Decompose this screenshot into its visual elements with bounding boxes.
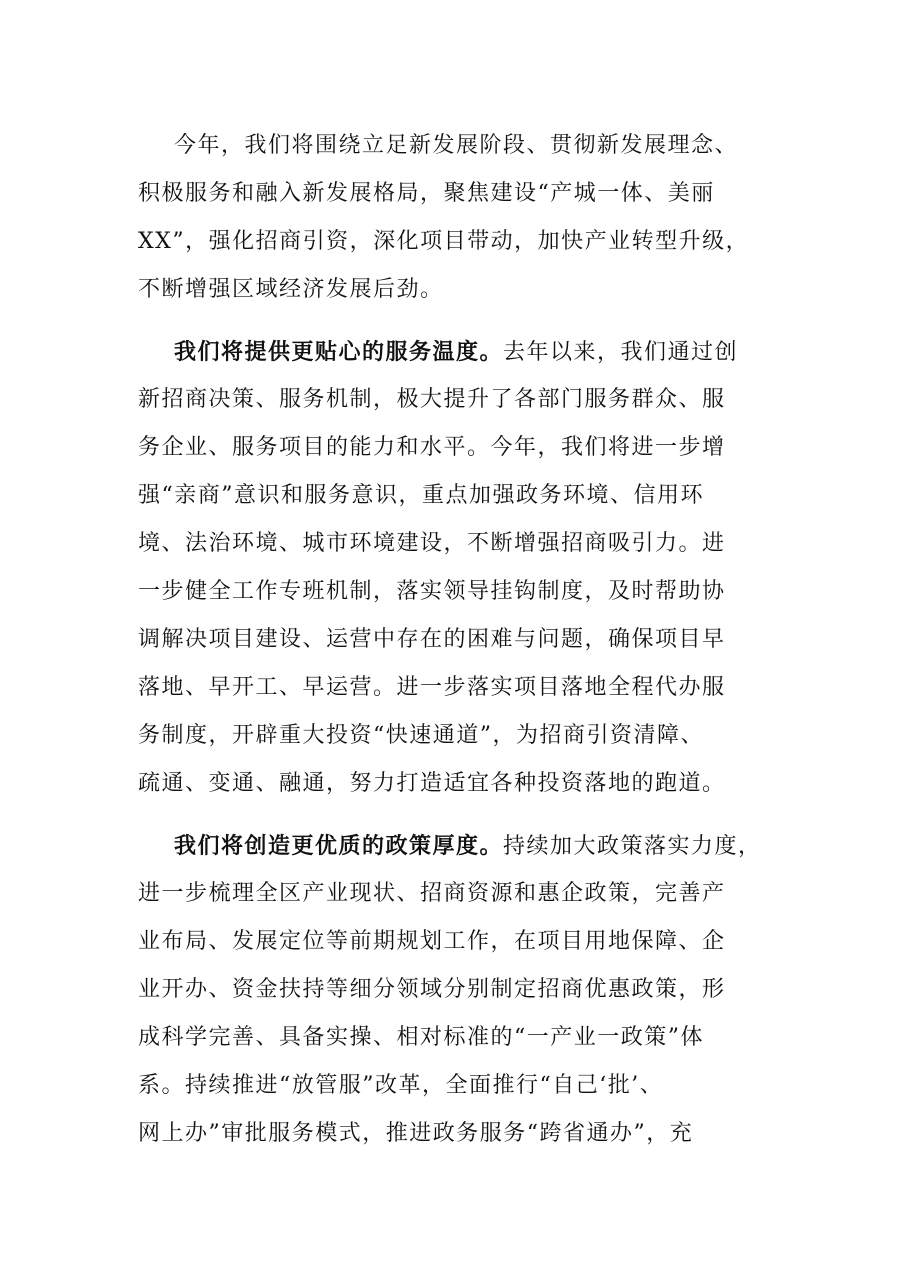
paragraph-heading: 我们将提供更贴心的服务温度。 — [174, 339, 504, 365]
text-line — [138, 328, 774, 376]
text-line: 不断增强区域经济发展后劲。 — [138, 277, 444, 302]
text-fragment: 去年以来，我们通过创 — [503, 340, 739, 365]
text-line: 系。持续推进“放管服”改革，全面推行“自己‘批’、 — [138, 1073, 664, 1098]
paragraph-policy — [138, 822, 774, 1158]
text-line: 疏通、变通、融通，努力打造适宜各种投资落地的跑道。 — [138, 771, 726, 796]
text-line: 务企业、服务项目的能力和水平。今年，我们将进一步增 — [138, 435, 726, 460]
text-line — [138, 822, 774, 870]
paragraph-heading: 我们将创造更优质的政策厚度。 — [174, 833, 504, 859]
document-page — [138, 122, 774, 1172]
text-line: 调解决项目建设、运营中存在的困难与问题，确保项目早 — [138, 627, 726, 652]
paragraph-intro — [138, 122, 774, 314]
text-line: 强“亲商”意识和服务意识，重点加强政务环境、信用环 — [138, 483, 704, 508]
text-line: XX”，强化招商引资，深化项目带动，加快产业转型升级， — [138, 229, 750, 254]
text-line: 务制度，开辟重大投资“快速通道”，为招商引资清障、 — [138, 723, 704, 748]
text-line: 业开办、资金扶持等细分领域分别制定招商优惠政策，形 — [138, 977, 726, 1002]
text-line: 业布局、发展定位等前期规划工作，在项目用地保障、企 — [138, 929, 726, 954]
paragraph-service — [138, 328, 774, 808]
text-line: 积极服务和融入新发展格局，聚焦建设“产城一体、美丽 — [138, 181, 715, 206]
text-line: 一步健全工作专班机制，落实领导挂钩制度，及时帮助协 — [138, 579, 726, 604]
text-line: 境、法治环境、城市环境建设，不断增强招商吸引力。进 — [138, 531, 726, 556]
text-line: 成科学完善、具备实操、相对标准的“一产业一政策”体 — [138, 1025, 704, 1050]
text-fragment: 持续加大政策落实力度， — [503, 834, 762, 859]
text-line: 网上办”审批服务模式，推进政务服务“跨省通办”，充 — [138, 1121, 694, 1146]
text-line: 新招商决策、服务机制，极大提升了各部门服务群众、服 — [138, 387, 726, 412]
text-line: 落地、早开工、早运营。进一步落实项目落地全程代办服 — [138, 675, 726, 700]
text-line: 今年，我们将围绕立足新发展阶段、贯彻新发展理念、 — [174, 133, 739, 158]
text-line: 进一步梳理全区产业现状、招商资源和惠企政策，完善产 — [138, 881, 726, 906]
